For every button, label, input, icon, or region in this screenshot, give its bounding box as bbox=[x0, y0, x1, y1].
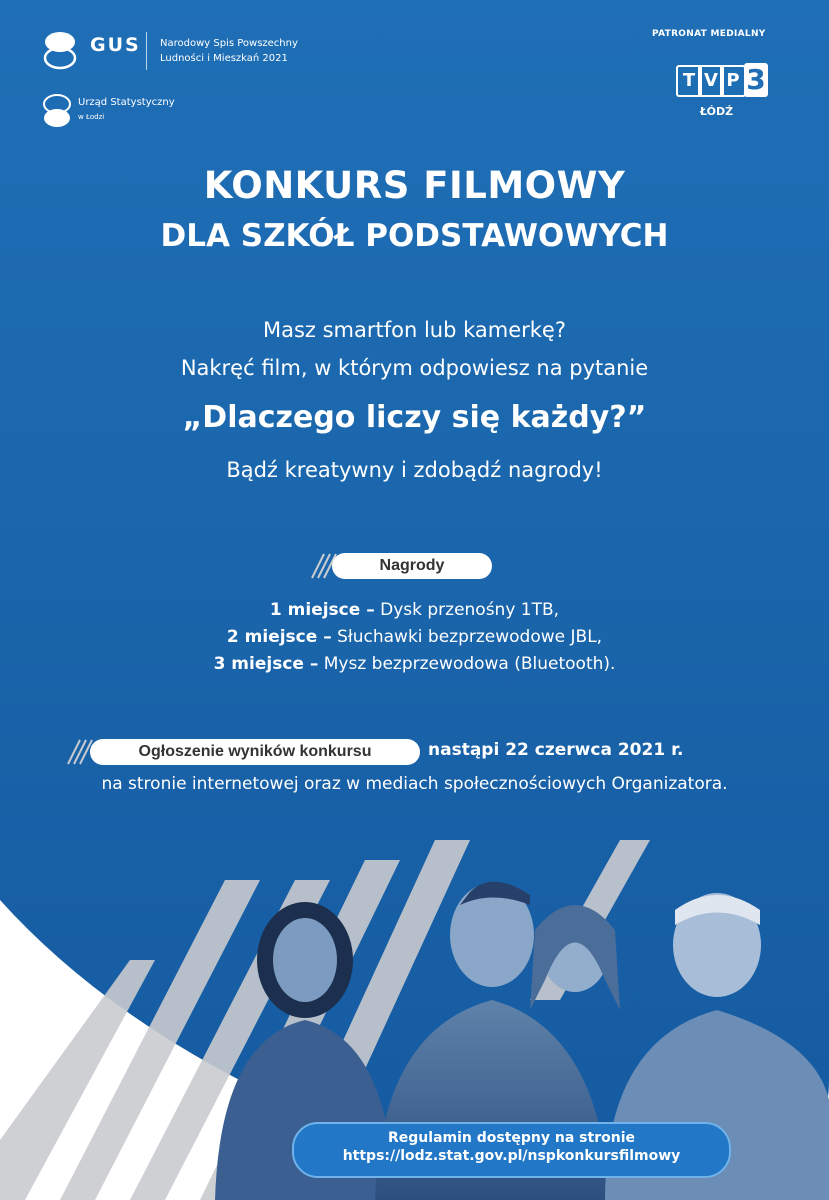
results-location: na stronie internetowej oraz w mediach społecznościowych Organizatora. bbox=[101, 774, 728, 794]
results-date: nastąpi 22 czerwca 2021 r. bbox=[428, 740, 684, 760]
logo-divider bbox=[146, 32, 147, 70]
statistical-office-line2: w Łodzi bbox=[78, 113, 105, 121]
tvp-number: 3 bbox=[744, 63, 768, 97]
prize-item bbox=[0, 600, 829, 620]
prize-description: Słuchawki bezprzewodowe JBL, bbox=[337, 627, 603, 647]
media-patronage-label: PATRONAT MEDIALNY bbox=[652, 29, 766, 39]
prize-item bbox=[0, 654, 829, 674]
census-name-line2: Ludności i Mieszkań 2021 bbox=[160, 53, 288, 64]
prize-description: Mysz bezprzewodowa (Bluetooth). bbox=[323, 654, 616, 674]
tvp-city: ŁÓDŹ bbox=[700, 105, 734, 118]
statistical-office-logo-icon bbox=[40, 92, 74, 132]
statistical-office-line1: Urząd Statystyczny bbox=[78, 97, 175, 108]
gus-logo-text: GUS bbox=[90, 34, 141, 56]
regulations-box bbox=[292, 1122, 731, 1178]
regulations-text: Regulamin dostępny na stronie bbox=[388, 1130, 635, 1146]
prize-place: 3 miejsce – bbox=[213, 654, 319, 674]
prize-item bbox=[0, 627, 829, 647]
intro-line-2: Nakręć film, w którym odpowiesz na pytanie bbox=[180, 356, 649, 380]
prize-place: 2 miejsce – bbox=[226, 627, 332, 647]
tvp3-logo bbox=[676, 63, 766, 97]
contest-question: „Dlaczego liczy się każdy?” bbox=[182, 400, 647, 435]
census-name-line1: Narodowy Spis Powszechny bbox=[160, 38, 298, 49]
results-label: Ogłoszenie wyników konkursu bbox=[90, 739, 420, 765]
main-title: KONKURS FILMOWY bbox=[203, 164, 626, 207]
prizes-heading: Nagrody bbox=[332, 553, 492, 579]
prize-description: Dysk przenośny 1TB, bbox=[380, 600, 560, 620]
tvp-letter: T bbox=[676, 65, 702, 97]
intro-line-3: Bądź kreatywny i zdobądź nagrody! bbox=[226, 458, 603, 482]
gus-logo-icon bbox=[40, 30, 86, 70]
prize-place: 1 miejsce – bbox=[269, 600, 375, 620]
tvp-letter: V bbox=[698, 65, 724, 97]
tvp-letter: P bbox=[720, 65, 746, 97]
intro-line-1: Masz smartfon lub kamerkę? bbox=[262, 318, 567, 342]
statistical-office-name bbox=[78, 96, 175, 124]
main-subtitle: DLA SZKÓŁ PODSTAWOWYCH bbox=[160, 218, 669, 254]
census-name bbox=[160, 36, 298, 66]
regulations-link[interactable]: https://lodz.stat.gov.pl/nspkonkursfilmowy bbox=[342, 1148, 681, 1164]
